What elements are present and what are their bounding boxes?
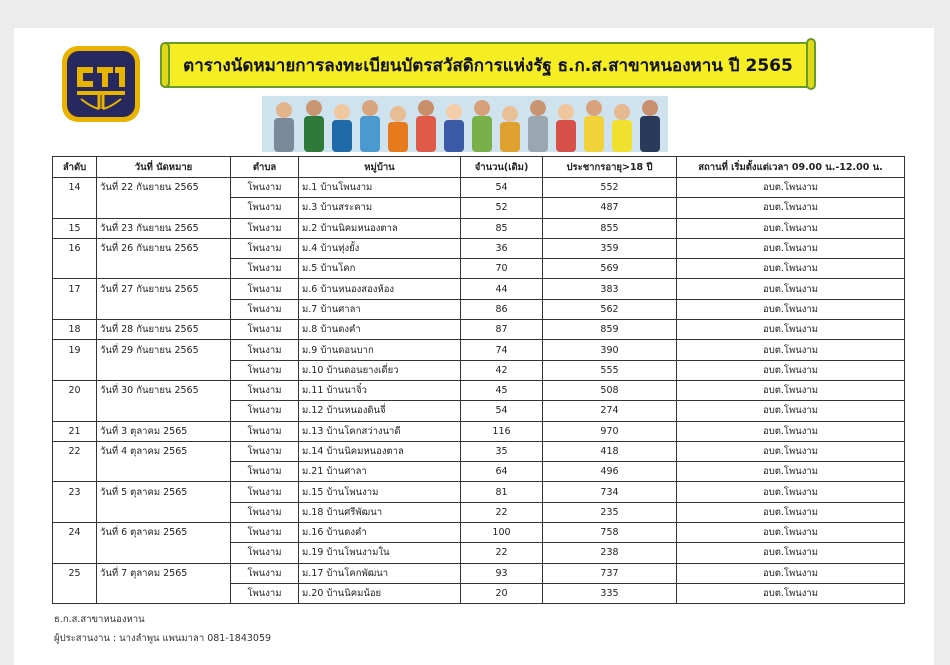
cell-village: ม.17 บ้านโคกพัฒนา [299,563,461,583]
cell-date: วันที่ 28 กันยายน 2565 [97,320,231,340]
col-header-village: หมู่บ้าน [299,157,461,178]
table-row [53,360,905,380]
cell-date: วันที่ 27 กันยายน 2565 [97,279,231,299]
cell-no: 15 [53,218,97,238]
cell-village: ม.14 บ้านนิคมหนองตาล [299,441,461,461]
workers-group-image [262,96,668,152]
cell-no: 17 [53,279,97,299]
table-header-row [53,157,905,178]
table-row [53,380,905,400]
cell-loc: อบต.โพนงาม [677,502,905,522]
cell-pop: 418 [543,441,677,461]
cell-village: ม.11 บ้านนาจิ๋ว [299,380,461,400]
table-row [53,198,905,218]
cell-date: วันที่ 4 ตุลาคม 2565 [97,441,231,461]
cell-sub: โพนงาม [231,320,299,340]
cell-no: 18 [53,320,97,340]
cell-count: 87 [461,320,543,340]
cell-pop: 758 [543,523,677,543]
cell-loc: อบต.โพนงาม [677,401,905,421]
table-row [53,482,905,502]
cell-no [53,198,97,218]
table-row [53,299,905,319]
cell-count: 116 [461,421,543,441]
cell-count: 70 [461,259,543,279]
cell-no: 16 [53,238,97,258]
cell-village: ม.2 บ้านนิคมหนองตาล [299,218,461,238]
col-header-location: สถานที่ เริ่มตั้งแต่เวลา 09.00 น.-12.00 น. [677,157,905,178]
cell-count: 74 [461,340,543,360]
cell-village: ม.21 บ้านศาลา [299,462,461,482]
footer-branch: ธ.ก.ส.สาขาหนองหาน [54,614,145,625]
cell-village: ม.5 บ้านโคก [299,259,461,279]
cell-date [97,502,231,522]
footer-coordinator: ผู้ประสานงาน : นางลำพูน แพนมาลา 081-1843059 [54,633,272,644]
cell-village: ม.3 บ้านสระคาม [299,198,461,218]
cell-count: 20 [461,583,543,603]
cell-pop: 562 [543,299,677,319]
cell-count: 85 [461,218,543,238]
cell-loc: อบต.โพนงาม [677,563,905,583]
cell-pop: 359 [543,238,677,258]
cell-no [53,299,97,319]
cell-count: 81 [461,482,543,502]
page-title: ตารางนัดหมายการลงทะเบียนบัตรสวัสดิการแห่งรัฐ ธ.ก.ส.สาขาหนองหาน ปี 2565 [183,55,793,76]
cell-pop: 496 [543,462,677,482]
cell-sub: โพนงาม [231,279,299,299]
cell-count: 42 [461,360,543,380]
cell-loc: อบต.โพนงาม [677,198,905,218]
cell-sub: โพนงาม [231,299,299,319]
cell-loc: อบต.โพนงาม [677,482,905,502]
cell-count: 93 [461,563,543,583]
cell-pop: 235 [543,502,677,522]
table-row [53,543,905,563]
cell-no: 14 [53,178,97,198]
cell-pop: 555 [543,360,677,380]
cell-count: 36 [461,238,543,258]
cell-pop: 335 [543,583,677,603]
cell-date: วันที่ 22 กันยายน 2565 [97,178,231,198]
cell-pop: 737 [543,563,677,583]
cell-no [53,583,97,603]
people-illustration [262,96,668,152]
cell-pop: 274 [543,401,677,421]
cell-date: วันที่ 5 ตุลาคม 2565 [97,482,231,502]
cell-loc: อบต.โพนงาม [677,583,905,603]
cell-count: 22 [461,543,543,563]
table-row [53,563,905,583]
table-row [53,279,905,299]
cell-date: วันที่ 6 ตุลาคม 2565 [97,523,231,543]
banner-scroll-right [806,38,816,90]
cell-sub: โพนงาม [231,563,299,583]
cell-date: วันที่ 30 กันยายน 2565 [97,380,231,400]
cell-loc: อบต.โพนงาม [677,238,905,258]
cell-no [53,502,97,522]
cell-count: 44 [461,279,543,299]
cell-count: 54 [461,401,543,421]
cell-sub: โพนงาม [231,178,299,198]
table-row [53,583,905,603]
table-row [53,502,905,522]
cell-date [97,543,231,563]
cell-no [53,543,97,563]
cell-village: ม.18 บ้านศรีพัฒนา [299,502,461,522]
cell-village: ม.16 บ้านดงคำ [299,523,461,543]
cell-date: วันที่ 23 กันยายน 2565 [97,218,231,238]
cell-pop: 487 [543,198,677,218]
table-row [53,462,905,482]
cell-loc: อบต.โพนงาม [677,178,905,198]
table-row [53,259,905,279]
table-row [53,523,905,543]
cell-sub: โพนงาม [231,401,299,421]
cell-sub: โพนงาม [231,482,299,502]
cell-date [97,583,231,603]
cell-village: ม.6 บ้านหนองสองห้อง [299,279,461,299]
cell-sub: โพนงาม [231,441,299,461]
cell-loc: อบต.โพนงาม [677,421,905,441]
cell-sub: โพนงาม [231,502,299,522]
cell-loc: อบต.โพนงาม [677,380,905,400]
cell-loc: อบต.โพนงาม [677,360,905,380]
cell-date [97,259,231,279]
schedule-table [52,156,905,604]
cell-village: ม.4 บ้านทุ่งยั้ง [299,238,461,258]
cell-count: 54 [461,178,543,198]
cell-sub: โพนงาม [231,543,299,563]
cell-village: ม.10 บ้านดอนยางเดี่ยว [299,360,461,380]
cell-sub: โพนงาม [231,218,299,238]
cell-loc: อบต.โพนงาม [677,299,905,319]
cell-village: ม.1 บ้านโพนงาม [299,178,461,198]
title-banner [164,42,812,88]
table-row [53,340,905,360]
cell-sub: โพนงาม [231,380,299,400]
cell-count: 35 [461,441,543,461]
cell-pop: 238 [543,543,677,563]
cell-pop: 734 [543,482,677,502]
cell-loc: อบต.โพนงาม [677,340,905,360]
cell-village: ม.7 บ้านศาลา [299,299,461,319]
cell-date: วันที่ 29 กันยายน 2565 [97,340,231,360]
cell-sub: โพนงาม [231,421,299,441]
table-row [53,320,905,340]
cell-pop: 508 [543,380,677,400]
cell-loc: อบต.โพนงาม [677,320,905,340]
banner-scroll-left [160,42,170,88]
cell-no: 23 [53,482,97,502]
cell-village: ม.13 บ้านโคกสว่างนาดี [299,421,461,441]
cell-count: 45 [461,380,543,400]
cell-no [53,401,97,421]
cell-village: ม.20 บ้านนิคมน้อย [299,583,461,603]
cell-village: ม.19 บ้านโพนงามใน [299,543,461,563]
cell-no: 20 [53,380,97,400]
cell-village: ม.15 บ้านโพนงาม [299,482,461,502]
cell-loc: อบต.โพนงาม [677,259,905,279]
cell-sub: โพนงาม [231,198,299,218]
cell-pop: 390 [543,340,677,360]
table-row [53,421,905,441]
cell-no: 25 [53,563,97,583]
cell-sub: โพนงาม [231,259,299,279]
cell-no [53,360,97,380]
col-header-date: วันที่ นัดหมาย [97,157,231,178]
cell-pop: 552 [543,178,677,198]
cell-no: 19 [53,340,97,360]
cell-no: 24 [53,523,97,543]
cell-village: ม.9 บ้านดอนบาก [299,340,461,360]
cell-village: ม.12 บ้านหนองดินจี่ [299,401,461,421]
table-row [53,238,905,258]
cell-pop: 569 [543,259,677,279]
cell-village: ม.8 บ้านดงคำ [299,320,461,340]
cell-count: 52 [461,198,543,218]
cell-sub: โพนงาม [231,238,299,258]
cell-pop: 383 [543,279,677,299]
cell-sub: โพนงาม [231,360,299,380]
cell-date: วันที่ 7 ตุลาคม 2565 [97,563,231,583]
col-header-subdistrict: ตำบล [231,157,299,178]
cell-date [97,360,231,380]
cell-loc: อบต.โพนงาม [677,543,905,563]
cell-sub: โพนงาม [231,340,299,360]
col-header-population: ประชากรอายุ>18 ปี [543,157,677,178]
cell-date: วันที่ 3 ตุลาคม 2565 [97,421,231,441]
table-row [53,441,905,461]
cell-sub: โพนงาม [231,523,299,543]
cell-loc: อบต.โพนงาม [677,218,905,238]
cell-sub: โพนงาม [231,462,299,482]
cell-loc: อบต.โพนงาม [677,279,905,299]
cell-no: 22 [53,441,97,461]
cell-date [97,401,231,421]
col-header-count: จำนวน(เดิม) [461,157,543,178]
table-row [53,178,905,198]
cell-date [97,198,231,218]
cell-pop: 970 [543,421,677,441]
col-header-no: ลำดับ [53,157,97,178]
cell-no [53,259,97,279]
cell-count: 86 [461,299,543,319]
baac-logo-icon [67,51,135,117]
cell-loc: อบต.โพนงาม [677,441,905,461]
cell-loc: อบต.โพนงาม [677,523,905,543]
cell-pop: 855 [543,218,677,238]
cell-pop: 859 [543,320,677,340]
cell-count: 22 [461,502,543,522]
cell-date [97,462,231,482]
cell-count: 100 [461,523,543,543]
table-row [53,401,905,421]
cell-date: วันที่ 26 กันยายน 2565 [97,238,231,258]
cell-loc: อบต.โพนงาม [677,462,905,482]
cell-no [53,462,97,482]
cell-sub: โพนงาม [231,583,299,603]
cell-no: 21 [53,421,97,441]
table-row [53,218,905,238]
cell-count: 64 [461,462,543,482]
baac-logo [62,46,140,122]
cell-date [97,299,231,319]
